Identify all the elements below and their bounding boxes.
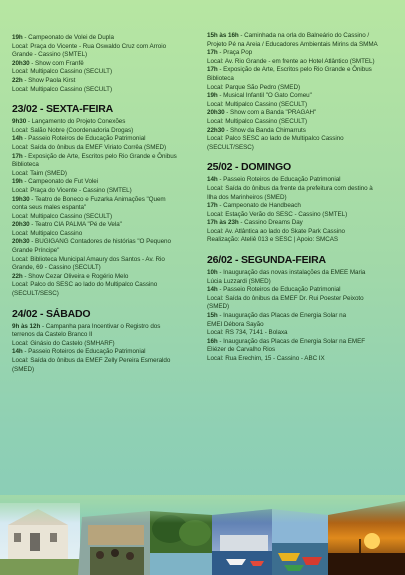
event-line: 19h - Campeonato de Fut Volei <box>12 178 99 186</box>
event-line: 20h30 - Show com Franfê <box>12 59 84 67</box>
event-line: 20h30 - Teatro CIA PALMA "Pé de Vela" <box>12 221 122 229</box>
event-line: 20h30 - BUGIGANG Contadores de histórias "O Pequeno <box>12 238 171 246</box>
event-line: 14h - Passeio Roteiros de Educação Patrimonial <box>12 135 146 143</box>
event-line: 17h - Exposição de Arte, Escritos pelo Rio Grande e Ônibus <box>12 152 177 160</box>
event-line: 17h às 23h - Cassino Dreams Day <box>207 219 303 227</box>
event-line: Grande, 69 - Cassino (SECULT) <box>12 264 101 272</box>
event-line: Realização: Ateliê 013 e SESC | Apoio: SMCAS <box>207 236 339 244</box>
right-column <box>207 32 399 364</box>
event-line: Grande Príncipe" <box>12 247 60 255</box>
event-line: 19h - Campeonato de Volei de Dupla <box>12 34 114 41</box>
event-line: 19h - Musical Infantil "O Gato Comeu" <box>207 92 312 100</box>
event-line: Projeto Pé na Areia / Educadores Ambientais Mirins da SMMA <box>207 40 378 48</box>
event-list-sunday <box>207 176 399 245</box>
event-line: 22h - Show Paola Kirst <box>12 76 76 84</box>
left-column <box>12 34 208 374</box>
event-line: Local: Multipalco Cassino (SECULT) <box>207 117 308 125</box>
event-list-continued <box>12 34 208 94</box>
event-line: conta seus males espanta" <box>12 204 87 212</box>
event-line: (SECULT/SESC) <box>207 143 254 151</box>
event-line: 17h - Exposição de Arte, Escritos pelo Rio Grande e Ônibus <box>207 66 372 74</box>
event-line: 16h - Inauguração das Placas de Energia Solar na EMEF <box>207 337 366 345</box>
event-line: Local: Av. Atlântica ao lado do Skate Park Cassino <box>207 227 345 235</box>
event-line: Local: Palco SESC ao lado de Multipalco Cassino <box>207 135 344 143</box>
event-line: Biblioteca <box>207 74 234 82</box>
event-line: Local: Saída do ônibus da EMEF Viriato Corrêa (SMED) <box>12 143 167 151</box>
event-line: Local: Multipalco Cassino (SECULT) <box>12 212 113 220</box>
event-line: Grande - Cassino (SMTEL) <box>12 51 88 59</box>
event-line: Local: Praça do Vicente - Cassino (SMTEL) <box>12 186 132 194</box>
event-line: Local: Multipalco Cassino (SECULT) <box>12 85 113 93</box>
day-header-monday: 26/02 - SEGUNDA-FEIRA <box>207 254 326 267</box>
event-line: 22h30 - Show da Banda Chimarruts <box>207 126 306 134</box>
event-line: 20h30 - Show com a Banda "PRAGAH" <box>207 109 317 117</box>
event-line: (SMED) <box>12 365 35 373</box>
event-line: Lúcia Luzzardi (SMED) <box>207 277 271 285</box>
photo-collage-image <box>0 495 405 575</box>
day-header-sunday: 25/02 - DOMINGO <box>207 161 291 174</box>
event-line: 14h - Passeio Roteiros de Educação Patrimonial <box>12 348 146 356</box>
event-line: 17h - Praça Pop <box>207 49 253 57</box>
event-line: Local: Av. Rio Grande - em frente ao Hotel Atlântico (SMTEL) <box>207 57 375 65</box>
event-line: (SMED) <box>207 303 230 311</box>
event-line: Biblioteca <box>12 161 39 169</box>
event-line: Local: RS 734, 7141 - Bolaxa <box>207 329 288 337</box>
event-line: (SECULT/SESC) <box>12 290 59 298</box>
photo-strip <box>0 495 405 575</box>
event-line: Eliézer de Carvalho Rios <box>207 346 276 354</box>
event-list-saturday-continued <box>207 32 399 152</box>
event-line: 14h - Passeio Roteiros de Educação Patrimonial <box>207 176 341 184</box>
event-line: Local: Saída do ônibus da EMEF Dr. Rui Poester Peixoto <box>207 294 364 302</box>
day-header-saturday: 24/02 - SÁBADO <box>12 307 91 320</box>
event-line: Local: Multipalco Cassino (SECULT) <box>12 68 113 76</box>
event-line: 14h - Passeio Roteiros de Educação Patrimonial <box>207 286 341 294</box>
event-line: 19h30 - Teatro de Boneco e Fuzarka Animações "Quem <box>12 195 166 203</box>
event-list-friday <box>12 118 208 298</box>
event-line: 10h - Inauguração das novas instalações da EMEE Maria <box>207 269 366 277</box>
event-line: 17h - Campeonato de Handbeach <box>207 202 301 210</box>
event-line: Local: Estação Verão do SESC - Cassino (SMTEL) <box>207 210 348 218</box>
event-line: 15h às 16h - Caminhada na orla do Balneário do Cassino / <box>207 32 370 39</box>
event-line: Ilha dos Marinheiros (SMED) <box>207 193 287 201</box>
event-line: Local: Saída do ônibus da EMEF Zelly Pereira Esmeraldo <box>12 357 171 364</box>
event-line: terrenos da Castelo Branco II <box>12 331 93 339</box>
day-header-friday: 23/02 - SEXTA-FEIRA <box>12 103 114 116</box>
event-line: Local: Rua Erechim, 15 - Cassino - ABC IX <box>207 355 325 362</box>
event-line: EMEI Débora Sayão <box>207 320 264 328</box>
event-line: Local: Ginásio do Castelo (SMHARF) <box>12 339 115 347</box>
event-line: 22h - Show Cezar Oliveira e Rogério Melo <box>12 272 129 280</box>
event-line: Local: Biblioteca Municipal Amaury dos Santos - Av. Rio <box>12 255 165 263</box>
event-line: 9h às 12h - Campanha para Incentivar o Registro dos <box>12 322 161 330</box>
event-line: Local: Parque São Pedro (SMED) <box>207 83 300 91</box>
event-line: Local: Taim (SMED) <box>12 169 67 177</box>
event-line: Local: Multipalco Cassino (SECULT) <box>207 100 308 108</box>
event-line: 9h30 - Lançamento do Projeto Conexões <box>12 118 126 126</box>
event-line: Local: Praça do Vicente - Rua Oswaldo Cruz com Arroio <box>12 42 167 50</box>
event-line: Local: Palco do SESC ao lado do Multipalco Cassino <box>12 281 158 289</box>
event-line: Local: Multipalco Cassino <box>12 229 83 237</box>
event-list-monday <box>207 269 399 364</box>
event-list-saturday <box>12 323 208 375</box>
event-line: 15h - Inauguração das Placas de Energia Solar na <box>207 312 347 320</box>
event-line: Local: Saída do ônibus da frente da prefeitura com destino à <box>207 184 373 192</box>
event-line: Local: Salão Nobre (Coordenadoria Drogas) <box>12 126 134 134</box>
